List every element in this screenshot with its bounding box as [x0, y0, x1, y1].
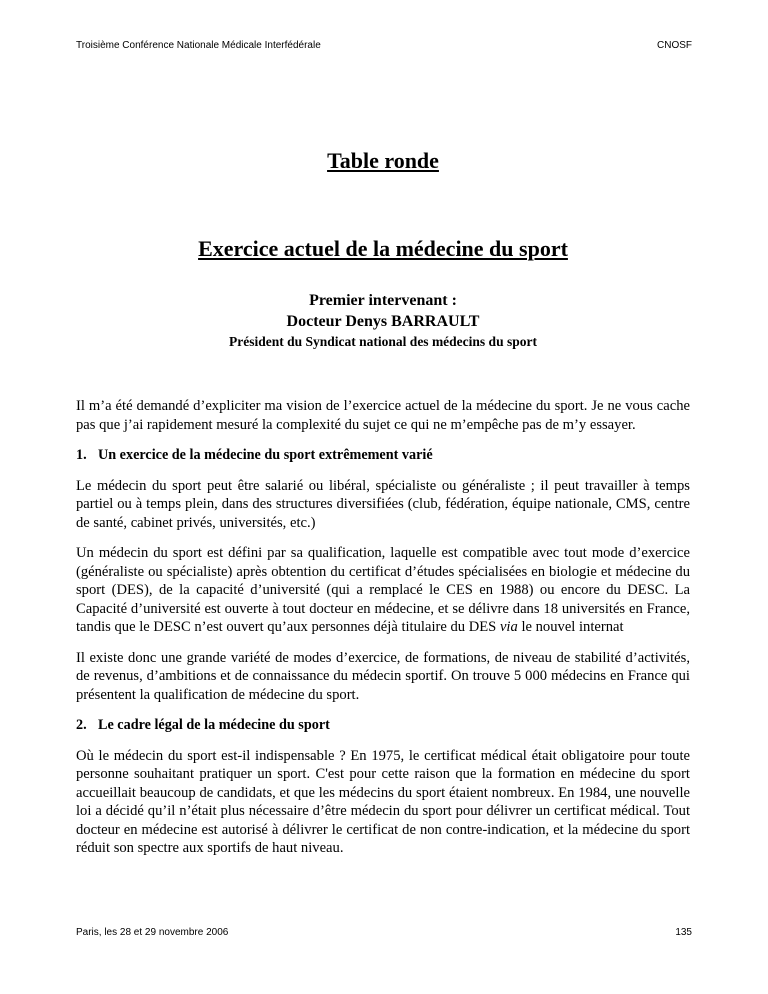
- section-1-paragraph-2-italic: via: [499, 619, 518, 635]
- intro-paragraph: Il m’a été demandé d’expliciter ma vision de l’exercice actuel de la médecine du sport. Je ne vous cache pas que j’ai rapidement mesuré la complexité du sujet ce qui ne m’empêche pas de m’y essayer.: [76, 398, 690, 433]
- page-header: [76, 40, 692, 54]
- speaker-block: [76, 290, 690, 351]
- speaker-role: Président du Syndicat national des médecins du sport: [229, 334, 537, 349]
- sub-title: Exercice actuel de la médecine du sport: [198, 236, 568, 261]
- section-1-paragraph-2-text-a: Un médecin du sport est défini par sa qualification, laquelle est compatible avec tout mode d’exercice (généraliste ou spécialiste) après obtention du certificat d’études spécialisées en biologie et médecine du sport (DES), de la capacité d’université (qui a remplacé le CES en 1988) ou encore du DESC. La Capacité d’université est ouverte à tout docteur en médecine, et se délivre dans 18 universités en France, tandis que le DESC n’est ouvert qu’aux personnes déjà titulaire du DES: [76, 545, 690, 635]
- section-1-heading: [76, 446, 690, 465]
- body-text: [76, 397, 690, 858]
- header-conference-title: Troisième Conférence Nationale Médicale Interfédérale: [76, 40, 321, 51]
- header-organization: CNOSF: [657, 40, 692, 51]
- section-1-title: Un exercice de la médecine du sport extrêmement varié: [98, 447, 433, 463]
- speaker-label: Premier intervenant :: [309, 292, 457, 309]
- section-2-paragraph-1: Où le médecin du sport est-il indispensable ? En 1975, le certificat médical était obligatoire pour toute personne souhaitant pratiquer un sport. C'est pour cette raison que la formation en médecine du sport accueillait beaucoup de candidats, et que les médecins du sport étaient nombreux. En 1984, une nouvelle loi a décidé qu’il n’était plus nécessaire d’être médecin du sport pour délivrer un certificat médical. Tout docteur en médecine est autorisé à délivrer le certificat de non contre-indication, et la médecine du sport réduit son spectre aux sportifs de haut niveau.: [76, 747, 690, 856]
- footer-date: Paris, les 28 et 29 novembre 2006: [76, 927, 229, 938]
- section-1-paragraph-3: Il existe donc une grande variété de modes d’exercice, de formations, de niveau de stabilité d’activités, de revenus, d’ambitions et de connaissance du médecin sportif. On trouve 5 000 médecins en France qui présentent la qualification de médecine du sport.: [76, 649, 690, 703]
- section-1-paragraph-1: Le médecin du sport peut être salarié ou libéral, spécialiste ou généraliste ; il peut travailler à temps partiel ou à temps plein, dans des structures diversifiées (club, fédération, équipe nationale, CMS, centre de santé, cabinet privés, universités, etc.): [76, 477, 690, 531]
- section-1-paragraph-2: [76, 544, 690, 637]
- speaker-name: Docteur Denys BARRAULT: [286, 313, 480, 330]
- section-1-number: 1.: [76, 447, 87, 463]
- page-content: [76, 136, 690, 870]
- section-2-heading: [76, 716, 690, 735]
- main-title: Table ronde: [327, 148, 439, 173]
- page-number: 135: [675, 927, 692, 938]
- page-footer: [76, 927, 692, 941]
- section-2-title: Le cadre légal de la médecine du sport: [98, 717, 330, 733]
- section-2-number: 2.: [76, 717, 87, 733]
- section-1-paragraph-2-text-b: le nouvel internat: [517, 619, 624, 635]
